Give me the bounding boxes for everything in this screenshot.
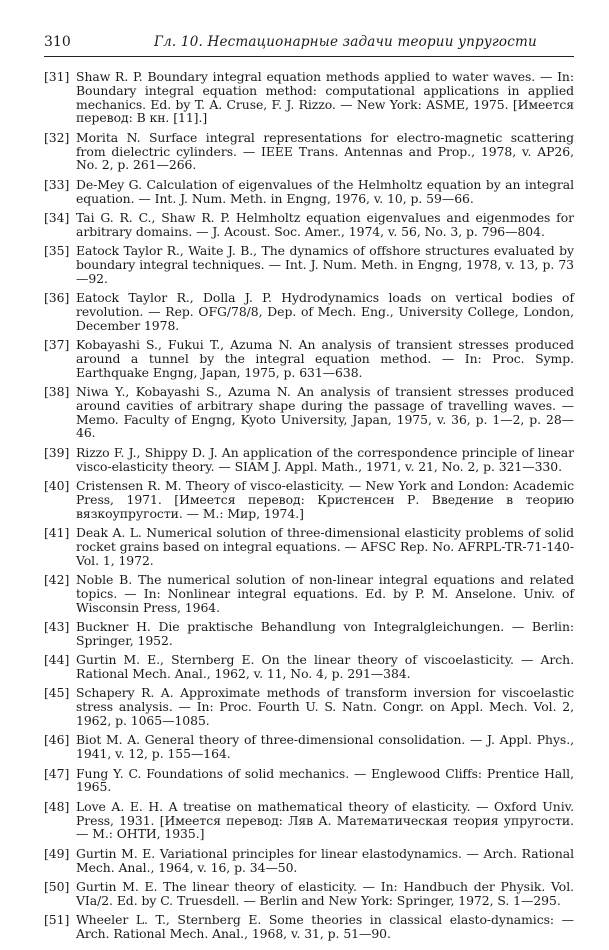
reference-number: [48] — [44, 798, 70, 814]
reference-item — [44, 211, 574, 239]
reference-text: Deak A. L. Numerical solution of three-dimensional elasticity problems of solid rocket grains based on integral equations. — AFSC Rep. No. AFRPL-TR-71-140-Vol. 1, 1972. — [76, 525, 574, 568]
reference-item — [44, 385, 574, 440]
reference-number: [51] — [44, 912, 70, 928]
reference-number: [44] — [44, 652, 70, 668]
reference-number: [35] — [44, 243, 70, 259]
reference-list — [44, 70, 574, 946]
reference-item — [44, 131, 574, 172]
reference-item — [44, 800, 574, 841]
reference-number: [38] — [44, 384, 70, 400]
reference-text: Kobayashi S., Fukui T., Azuma N. An analysis of transient stresses produced around a tunnel by the integral equation method. — In: Proc. Symp. Earthquake Engng, Japan, 1975, p. 631—638. — [76, 337, 574, 380]
page-number: 310 — [44, 34, 71, 50]
reference-number: [42] — [44, 572, 70, 588]
reference-text: Wheeler L. T., Sternberg E. Some theories in classical elasto-dynamics: — Arch. Rational Mech. Anal., 1968, v. 31, p. 51—90. — [76, 912, 574, 941]
reference-text: Cristensen R. M. Theory of visco-elasticity. — New York and London: Academic Press, 1971. [Имеется перевод: Кристенсен Р. Введение в теорию вязкоупругости. — М.: Мир, 1974.] — [76, 478, 574, 521]
reference-text: Rizzo F. J., Shippy D. J. An application of the correspondence principle of linear visco-elasticity theory. — SIAM J. Appl. Math., 1971, v. 21, No. 2, p. 321—330. — [76, 444, 574, 474]
reference-number: [43] — [44, 619, 70, 635]
reference-text: Schapery R. A. Approximate methods of transform inversion for viscoelastic stress analysis. — In: Proc. Fourth U. S. Natn. Congr. on Appl. Mech. Vol. 2, 1962, p. 1065—1085. — [76, 685, 574, 728]
reference-text: Noble B. The numerical solution of non-linear integral equations and related topics. — In: Nonlinear integral equations. Ed. by P. M. Anselone. Univ. of Wisconsin Press, 1964. — [76, 572, 574, 615]
reference-number: [34] — [44, 209, 70, 225]
reference-number: [47] — [44, 765, 70, 781]
reference-item — [44, 620, 574, 648]
reference-number: [37] — [44, 337, 70, 353]
reference-item — [44, 686, 574, 727]
reference-number: [49] — [44, 845, 70, 861]
reference-number: [45] — [44, 685, 70, 701]
reference-text: Morita N. Surface integral representations for electro-magnetic scattering from dielectric cylinders. — IEEE Trans. Antennas and Prop., 1978, v. AP26, No. 2, p. 261—266. — [76, 129, 574, 173]
reference-item — [44, 847, 574, 875]
page-header — [44, 34, 574, 57]
reference-item — [44, 178, 574, 206]
reference-item — [44, 733, 574, 761]
reference-item — [44, 653, 574, 681]
reference-text: Eatock Taylor R., Dolla J. P. Hydrodynamics loads on vertical bodies of revolution. — Rep. OFG/78/8, Dep. of Mech. Eng., University College, London, December 1978. — [76, 290, 574, 333]
reference-item — [44, 338, 574, 379]
reference-number: [50] — [44, 878, 70, 894]
reference-text: Gurtin M. E., Sternberg E. On the linear theory of viscoelasticity. — Arch. Rational Mech. Anal., 1962, v. 11, No. 4, p. 291—384. — [76, 652, 574, 681]
reference-text: Niwa Y., Kobayashi S., Azuma N. An analysis of transient stresses produced around cavities of arbitrary shape during the passage of travelling waves. — Memo. Faculty of Engng, Kyoto University, Japan, 1975, v. 36, p. 1—2, p. 28—46. — [76, 384, 574, 441]
reference-item — [44, 479, 574, 520]
reference-text: Fung Y. C. Foundations of solid mechanics. — Englewood Cliffs: Prentice Hall, 1965. — [76, 765, 574, 795]
reference-item — [44, 573, 574, 614]
reference-number: [31] — [44, 69, 70, 84]
reference-text: Gurtin M. E. The linear theory of elasticity. — In: Handbuch der Physik. Vol. VIa/2. Ed. by C. Truesdell. — Berlin and New York: Springer, 1972, S. 1—295. — [76, 878, 574, 908]
reference-number: [32] — [44, 129, 70, 145]
reference-item — [44, 767, 574, 795]
reference-item — [44, 244, 574, 285]
reference-number: [33] — [44, 176, 70, 192]
reference-item — [44, 913, 574, 941]
reference-text: Buckner H. Die praktische Behandlung von Integralgleichungen. — Berlin: Springer, 1952. — [76, 619, 574, 648]
reference-item — [44, 446, 574, 474]
reference-text: Love A. E. H. A treatise on mathematical theory of elasticity. — Oxford Univ. Press, 1931. [Имеется перевод: Ляв А. Математическая теория упругости. — М.: ОНТИ, 1935.] — [76, 798, 574, 842]
reference-item — [44, 526, 574, 567]
reference-text: Biot M. A. General theory of three-dimensional consolidation. — J. Appl. Phys., 1941, v. 12, p. 155—164. — [76, 732, 574, 762]
reference-number: [36] — [44, 290, 70, 306]
reference-text: De-Mey G. Calculation of eigenvalues of the Helmholtz equation by an integral equation. — Int. J. Num. Meth. in Engng, 1976, v. 10, p. 59—66. — [76, 176, 574, 206]
reference-item — [44, 70, 574, 125]
reference-number: [46] — [44, 732, 70, 748]
reference-text: Gurtin M. E. Variational principles for linear elastodynamics. — Arch. Rational Mech. Anal., 1964, v. 16, p. 34—50. — [76, 845, 574, 875]
reference-text: Eatock Taylor R., Waite J. B., The dynamics of offshore structures evaluated by boundary integral techniques. — Int. J. Num. Meth. in Engng, 1978, v. 13, p. 73—92. — [76, 243, 574, 286]
reference-item — [44, 880, 574, 908]
reference-item — [44, 291, 574, 332]
running-head: Гл. 10. Нестационарные задачи теории упругости — [154, 34, 537, 50]
reference-text: Tai G. R. C., Shaw R. P. Helmholtz equation eigenvalues and eigenmodes for arbitrary domains. — J. Acoust. Soc. Amer., 1974, v. 56, No. 3, p. 796—804. — [76, 209, 574, 239]
reference-number: [39] — [44, 444, 70, 460]
reference-text: Shaw R. P. Boundary integral equation methods applied to water waves. — In: Boundary integral equation method: computational applications in applied mechanics. Ed. by T. A. Cruse, F. J. Rizzo. — New York: ASME, 1975. [Имеется перевод: В кн. [11].] — [76, 69, 574, 126]
reference-number: [41] — [44, 525, 70, 541]
reference-number: [40] — [44, 478, 70, 494]
